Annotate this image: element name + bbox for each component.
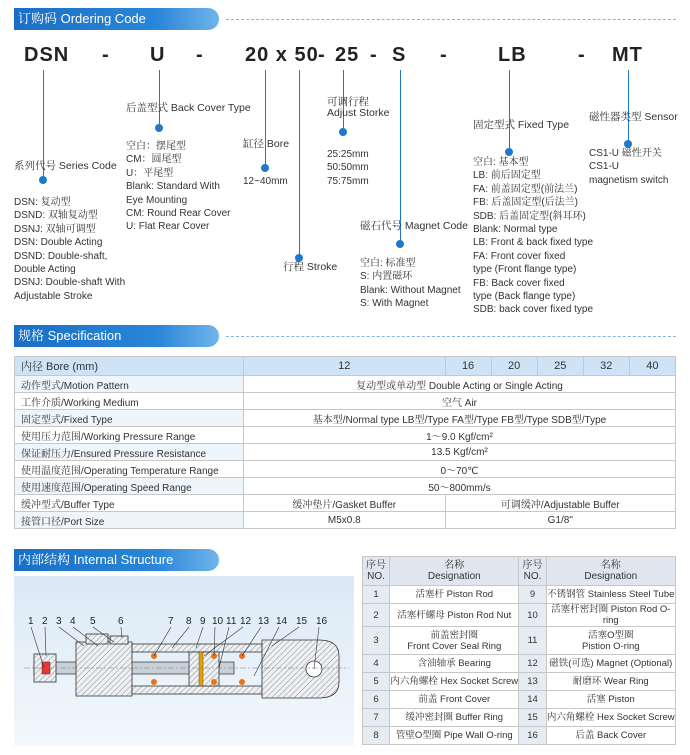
internal-structure-title: 内部结构 Internal Structure — [18, 552, 174, 567]
table-row — [363, 586, 676, 604]
table-row — [15, 376, 676, 393]
callout-number: 9 — [200, 616, 206, 627]
list-line: type (Front flange type) — [473, 264, 577, 276]
part-number: 9 — [519, 586, 546, 604]
sensor-list — [589, 147, 668, 187]
stroke-label: 行程 Stroke — [283, 261, 338, 273]
list-line: 空白: 标准型 — [360, 258, 416, 269]
list-line: 12~40mm — [243, 176, 288, 187]
bore-header-cell: 内径 Bore (mm) — [15, 357, 244, 376]
fixed-type-label: 固定型式 Fixed Type — [473, 119, 570, 131]
table-row — [363, 727, 676, 745]
row-label: 工作介质/Working Medium — [15, 393, 244, 410]
part-name: 前盖密封圈 Front Cover Seal Ring — [390, 627, 519, 655]
part-number: 2 — [363, 604, 390, 627]
row-value: 空气 Air — [244, 393, 676, 410]
row-value: 50～800mm/s — [244, 478, 676, 495]
callout-number: 7 — [168, 616, 174, 627]
list-line: 25:25mm — [327, 149, 369, 160]
table-row — [363, 627, 676, 655]
callout-number: 6 — [118, 616, 124, 627]
connector-line — [509, 70, 510, 150]
callout-number: 5 — [90, 616, 96, 627]
list-line: LB: 前后固定型 — [473, 170, 541, 182]
row-label: 接管口径/Port Size — [15, 512, 244, 529]
ordering-code-title: 订购码 Ordering Code — [18, 11, 146, 26]
code-separator: - — [318, 44, 326, 66]
part-name: 磁铁(可选) Magnet (Optional) — [546, 655, 675, 673]
part-name: 活塞杆 Piston Rod — [390, 586, 519, 604]
part-name: 活塞O型圈 Pistion O-ring — [546, 627, 675, 655]
no-header: 序号 NO. — [519, 557, 546, 586]
fixed-type-list — [473, 156, 593, 317]
list-line: FA: 前盖固定型(前法兰) — [473, 183, 578, 195]
table-row — [363, 709, 676, 727]
part-name: 含油轴承 Bearing — [390, 655, 519, 673]
bore-label: 缸径 Bore — [243, 138, 290, 150]
part-number: 7 — [363, 709, 390, 727]
spec-header-row — [15, 357, 676, 376]
row-value: 复动型或单动型 Double Acting or Single Acting — [244, 376, 676, 393]
part-number: 4 — [363, 655, 390, 673]
part-number: 12 — [519, 655, 546, 673]
callout-number: 13 — [258, 616, 270, 627]
list-line: Blank: Without Magnet — [360, 284, 461, 296]
connector-dot — [396, 240, 404, 248]
list-line: S: 内置磁环 — [360, 271, 413, 283]
row-value-large-bore: 可调缓冲/Adjustable Buffer — [445, 495, 675, 512]
connector-line — [400, 70, 401, 242]
series-code-label: 系列代号 Series Code — [14, 160, 117, 172]
list-line: CS1-U — [589, 161, 620, 173]
code-segment: 20 x 50 — [245, 44, 319, 66]
list-line: 空白: 基本型 — [473, 157, 529, 168]
table-row — [15, 444, 676, 461]
code-segment: 25 — [335, 44, 360, 66]
table-row — [363, 655, 676, 673]
bore-value-cell: 40 — [629, 357, 675, 376]
row-label: 缓冲型式/Buffer Type — [15, 495, 244, 512]
row-label: 使用温度范围/Operating Temperature Range — [15, 461, 244, 478]
bore-value-cell: 25 — [537, 357, 583, 376]
part-name: 内六角螺栓 Hex Socket Screw — [546, 709, 675, 727]
magnet-code-list — [360, 257, 461, 311]
list-line: CS1-U 磁性开关 — [589, 148, 662, 159]
bore-value-cell: 20 — [491, 357, 537, 376]
part-name: 内六角螺栓 Hex Socket Screw — [390, 673, 519, 691]
list-line: DSND: 双轴复动型 — [14, 210, 98, 222]
code-separator: - — [370, 44, 378, 66]
row-value-small-bore: M5x0.8 — [244, 512, 446, 529]
part-name: 活塞杆螺母 Piston Rod Nut — [390, 604, 519, 627]
part-number: 5 — [363, 673, 390, 691]
list-line: U: Flat Rear Cover — [126, 221, 210, 233]
list-line: Double Acting — [14, 264, 76, 276]
adjust-stroke-label-en: Adjust Storke — [327, 107, 390, 119]
divider — [226, 19, 676, 20]
callout-number: 1 — [28, 616, 34, 627]
table-row — [15, 461, 676, 478]
specification-table — [14, 356, 676, 529]
connector-dot — [261, 164, 269, 172]
part-name: 缓冲密封圈 Buffer Ring — [390, 709, 519, 727]
list-line: DSNJ: Double-shaft With — [14, 277, 126, 289]
callout-number: 15 — [296, 616, 308, 627]
row-value: 基本型/Normal type LB型/Type FA型/Type FB型/Type SDB型/Type — [244, 410, 676, 427]
cylinder-cross-section-drawing — [14, 576, 354, 746]
row-label: 动作型式/Motion Pattern — [15, 376, 244, 393]
list-line: LB: Front & back fixed type — [473, 237, 594, 249]
specification-header — [14, 325, 219, 347]
list-line: 空白：摆尾型 — [126, 141, 186, 152]
table-row — [363, 604, 676, 627]
part-name: 管壁O型圈 Pipe Wall O-ring — [390, 727, 519, 745]
ordering-code-header — [14, 8, 219, 30]
part-name: 后盖 Back Cover — [546, 727, 675, 745]
connector-line — [265, 70, 266, 166]
connector-line — [299, 70, 300, 256]
code-segment: MT — [612, 44, 643, 66]
part-number: 10 — [519, 604, 546, 627]
list-line: Eye Mounting — [126, 194, 188, 206]
sensor-label: 磁性器类型 Sensor — [589, 111, 678, 123]
part-number: 1 — [363, 586, 390, 604]
adjust-stroke-list — [327, 148, 369, 188]
callout-number: 3 — [56, 616, 62, 627]
list-line: Blank: Normal type — [473, 224, 558, 236]
connector-dot — [155, 124, 163, 132]
bore-value-cell: 32 — [583, 357, 629, 376]
code-separator: - — [102, 44, 110, 66]
list-line: CM：圆尾型 — [126, 154, 182, 166]
internal-structure-header — [14, 549, 219, 571]
part-name: 活塞 Piston — [546, 691, 675, 709]
callout-number: 16 — [316, 616, 328, 627]
table-row — [15, 478, 676, 495]
part-number: 14 — [519, 691, 546, 709]
series-code-list — [14, 196, 125, 303]
list-line: CM: Round Rear Cover — [126, 208, 231, 220]
parts-table — [362, 556, 676, 745]
list-line: 50:50mm — [327, 162, 369, 174]
designation-header: 名称 Designation — [546, 557, 675, 586]
code-separator: - — [578, 44, 586, 66]
list-line: FA: Front cover fixed — [473, 250, 566, 262]
list-line: U：平尾型 — [126, 167, 174, 179]
list-line: DSN: Double Acting — [14, 237, 103, 249]
row-value: 13.5 Kgf/cm² — [244, 444, 676, 461]
callout-number: 12 — [240, 616, 252, 627]
back-cover-list — [126, 140, 230, 234]
back-cover-label: 后盖型式 Back Cover Type — [126, 102, 251, 114]
row-label: 固定型式/Fixed Type — [15, 410, 244, 427]
callout-number: 4 — [70, 616, 76, 627]
magnet-code-label: 磁石代号 Magnet Code — [360, 220, 468, 232]
code-separator: - — [440, 44, 448, 66]
code-segment: DSN — [24, 44, 70, 66]
code-segment: S — [392, 44, 407, 66]
table-row — [15, 410, 676, 427]
list-line: Adjustable Stroke — [14, 290, 93, 302]
part-number: 3 — [363, 627, 390, 655]
list-line: FB: Back cover fixed — [473, 277, 565, 289]
part-name: 不锈钢管 Stainless Steel Tube — [546, 586, 675, 604]
list-line: S: With Magnet — [360, 298, 429, 310]
part-name: 活塞杆密封圈 Piston Rod O-ring — [546, 604, 675, 627]
callout-number: 11 — [226, 616, 237, 627]
callout-number: 10 — [212, 616, 224, 627]
list-line: 75:75mm — [327, 175, 369, 187]
row-value-large-bore: G1/8" — [445, 512, 675, 529]
callout-number: 8 — [186, 616, 192, 627]
row-value: 0～70℃ — [244, 461, 676, 478]
part-number: 16 — [519, 727, 546, 745]
list-line: SDB: 后盖固定型(斜耳环) — [473, 210, 586, 222]
list-line: FB: 后盖固定型(后法兰) — [473, 197, 578, 209]
bore-list — [243, 175, 288, 188]
row-label: 使用压力范围/Working Pressure Range — [15, 427, 244, 444]
row-value-small-bore: 缓冲垫片/Gasket Buffer — [244, 495, 446, 512]
designation-header: 名称 Designation — [390, 557, 519, 586]
connector-line — [159, 70, 160, 126]
code-separator: - — [196, 44, 204, 66]
part-name: 耐磨环 Wear Ring — [546, 673, 675, 691]
part-number: 13 — [519, 673, 546, 691]
no-header: 序号 NO. — [363, 557, 390, 586]
table-row — [15, 393, 676, 410]
divider — [226, 336, 676, 337]
list-line: type (Back flange type) — [473, 291, 576, 303]
list-line: magnetism switch — [589, 174, 669, 186]
bore-value-cell: 16 — [445, 357, 491, 376]
connector-dot — [505, 148, 513, 156]
bore-value-cell: 12 — [244, 357, 446, 376]
table-row — [363, 691, 676, 709]
part-name: 前盖 Front Cover — [390, 691, 519, 709]
connector-line — [628, 70, 629, 142]
part-number: 15 — [519, 709, 546, 727]
specification-title: 规格 Specification — [18, 328, 122, 343]
table-row — [15, 427, 676, 444]
part-number: 6 — [363, 691, 390, 709]
row-label: 使用速度范围/Operating Speed Range — [15, 478, 244, 495]
list-line: DSNJ: 双轴可调型 — [14, 223, 96, 235]
adjust-stroke-label-cn: 可调行程 — [327, 96, 369, 108]
table-row — [15, 512, 676, 529]
code-segment: LB — [498, 44, 527, 66]
part-number: 11 — [519, 627, 546, 655]
list-line: DSN: 复动型 — [14, 197, 71, 208]
callout-number: 2 — [42, 616, 48, 627]
table-row — [363, 673, 676, 691]
list-line: SDB: back cover fixed type — [473, 304, 594, 316]
callout-number: 14 — [276, 616, 288, 627]
connector-dot — [39, 176, 47, 184]
list-line: DSND: Double-shaft, — [14, 250, 108, 262]
row-value: 1～9.0 Kgf/cm² — [244, 427, 676, 444]
part-number: 8 — [363, 727, 390, 745]
connector-dot — [339, 128, 347, 136]
row-label: 保证耐压力/Ensured Pressure Resistance — [15, 444, 244, 461]
list-line: Blank: Standard With — [126, 181, 220, 193]
parts-header-row — [363, 557, 676, 586]
code-segment: U — [150, 44, 166, 66]
table-row — [15, 495, 676, 512]
